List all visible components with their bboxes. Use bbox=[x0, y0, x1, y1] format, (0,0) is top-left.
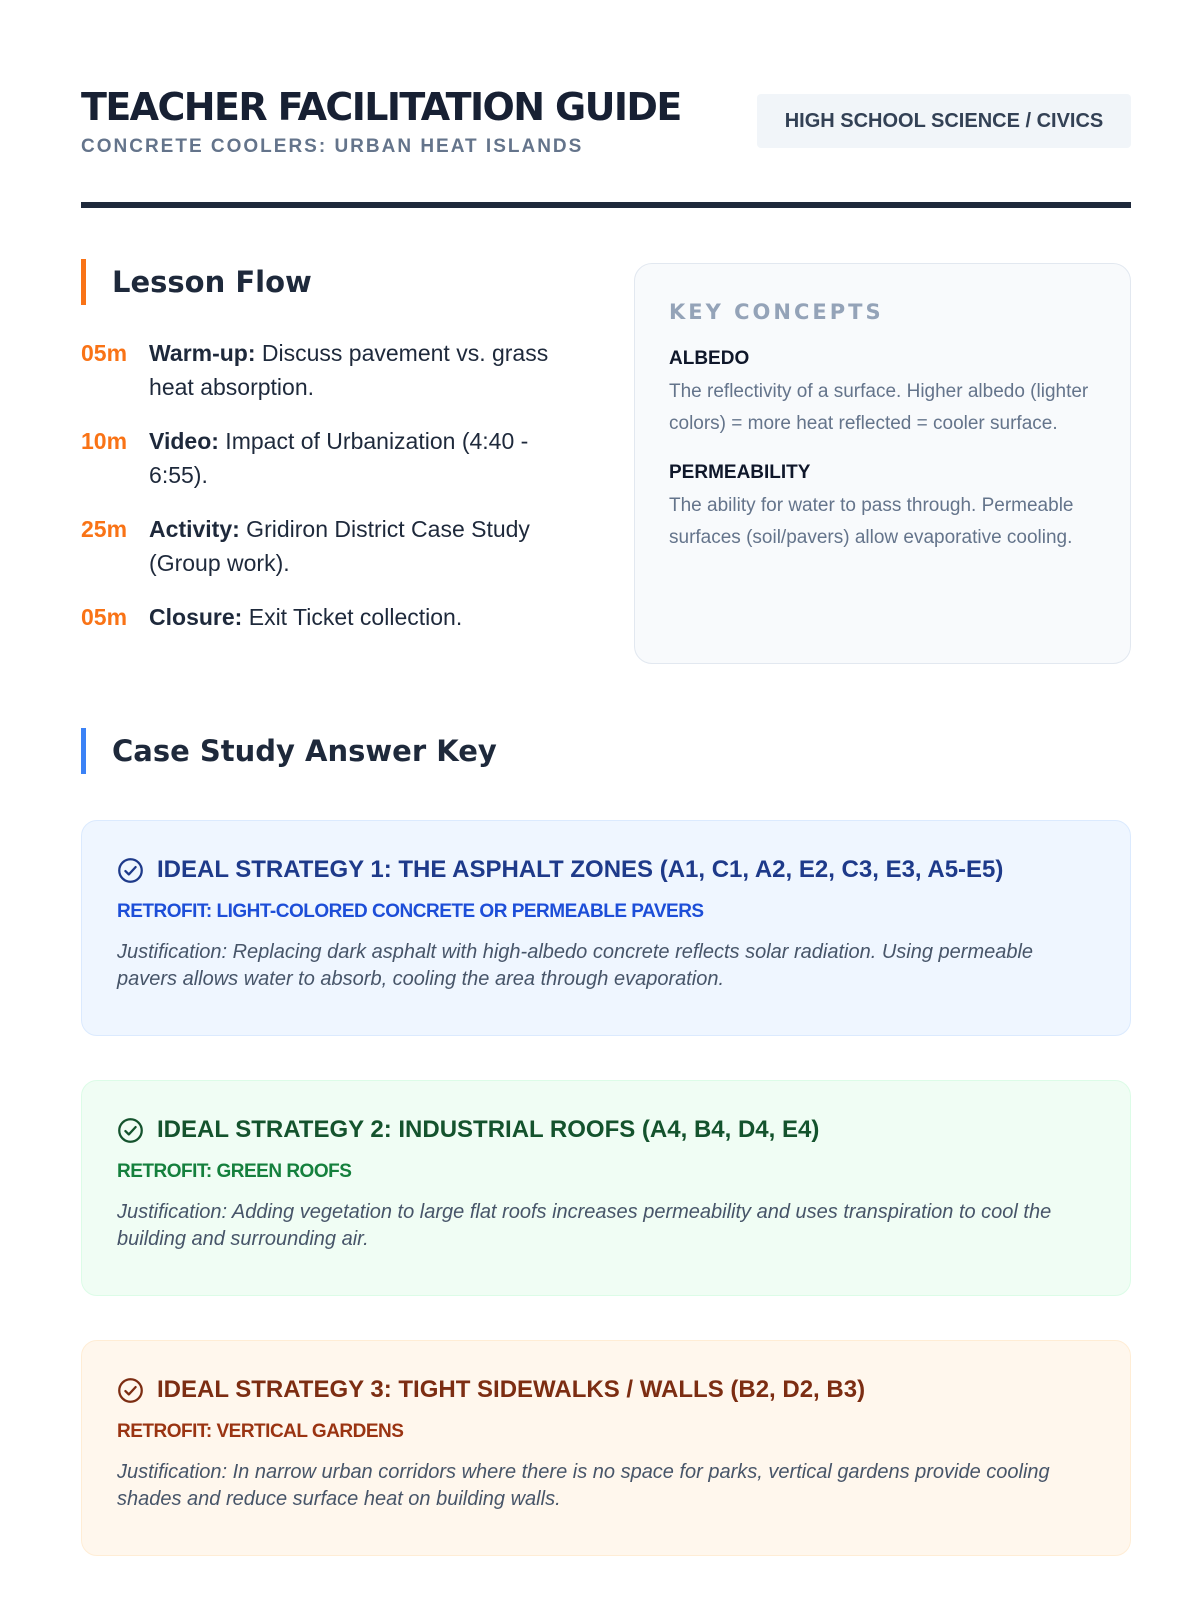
page-header bbox=[81, 86, 1131, 206]
list-item bbox=[81, 512, 581, 580]
strategy-title-row bbox=[117, 1371, 1095, 1409]
flow-label: Warm-up: bbox=[149, 340, 256, 366]
strategy-title: IDEAL STRATEGY 2: INDUSTRIAL ROOFS (A4, B4, D4, E4) bbox=[157, 1116, 820, 1143]
flow-text bbox=[149, 600, 462, 634]
flow-time: 05m bbox=[81, 604, 128, 630]
strategy-card-sidewalks bbox=[81, 1340, 1131, 1556]
flow-label: Video: bbox=[149, 428, 219, 454]
concept-definition-permeability: The ability for water to pass through. Permeable surfaces (soil/pavers) allow evaporative cooling. bbox=[669, 495, 1074, 548]
strategy-retrofit: RETROFIT: LIGHT-COLORED CONCRETE OR PERMEABLE PAVERS bbox=[117, 901, 704, 922]
key-concepts-title: KEY CONCEPTS bbox=[669, 300, 884, 324]
strategy-title-row bbox=[117, 851, 1095, 889]
flow-description: Exit Ticket collection. bbox=[242, 604, 463, 630]
flow-description: Discuss pavement vs. grass heat absorption. bbox=[149, 340, 549, 400]
check-circle-icon bbox=[117, 1117, 144, 1144]
strategy-title: IDEAL STRATEGY 3: TIGHT SIDEWALKS / WALLS (B2, D2, B3) bbox=[157, 1376, 866, 1403]
check-circle-icon bbox=[117, 857, 144, 884]
strategy-retrofit: RETROFIT: VERTICAL GARDENS bbox=[117, 1421, 404, 1442]
header-divider bbox=[81, 202, 1131, 208]
strategy-justification: Justification: Replacing dark asphalt with high-albedo concrete reflects solar radiation. Using permeable pavers allows water to absorb, cooling the area through evaporation. bbox=[117, 941, 1034, 990]
page-subtitle: CONCRETE COOLERS: URBAN HEAT ISLANDS bbox=[81, 136, 584, 157]
flow-text bbox=[149, 512, 581, 580]
flow-description: Gridiron District Case Study (Group work). bbox=[149, 516, 530, 576]
concept-term-albedo: ALBEDO bbox=[669, 348, 750, 369]
flow-label: Closure: bbox=[149, 604, 243, 630]
flow-time: 10m bbox=[81, 428, 128, 454]
page-title: TEACHER FACILITATION GUIDE bbox=[81, 85, 681, 129]
list-item bbox=[81, 600, 581, 634]
answer-key-heading: Case Study Answer Key bbox=[81, 728, 497, 774]
flow-time: 25m bbox=[81, 516, 128, 542]
grade-level-badge: HIGH SCHOOL SCIENCE / CIVICS bbox=[757, 94, 1131, 148]
flow-text bbox=[149, 424, 581, 492]
facilitation-guide-page bbox=[81, 0, 1131, 1600]
flow-time: 05m bbox=[81, 340, 128, 366]
concept-term-permeability: PERMEABILITY bbox=[669, 462, 811, 483]
list-item bbox=[81, 336, 581, 404]
key-concepts-panel bbox=[634, 263, 1131, 664]
list-item bbox=[81, 424, 581, 492]
flow-description: Impact of Urbanization (4:40 - 6:55). bbox=[149, 428, 529, 488]
lesson-flow-heading: Lesson Flow bbox=[81, 259, 312, 305]
concept-definition-albedo: The reflectivity of a surface. Higher albedo (lighter colors) = more heat reflected = cooler surface. bbox=[669, 381, 1089, 434]
strategy-title: IDEAL STRATEGY 1: THE ASPHALT ZONES (A1, C1, A2, E2, C3, E3, A5-E5) bbox=[157, 856, 1004, 883]
strategy-card-asphalt bbox=[81, 820, 1131, 1036]
strategy-retrofit: RETROFIT: GREEN ROOFS bbox=[117, 1161, 352, 1182]
strategy-justification: Justification: In narrow urban corridors where there is no space for parks, vertical gardens provide cooling shades and reduce surface heat on building walls. bbox=[117, 1461, 1050, 1510]
flow-label: Activity: bbox=[149, 516, 240, 542]
check-circle-icon bbox=[117, 1377, 144, 1404]
lesson-flow-list bbox=[81, 336, 581, 654]
strategy-title-row bbox=[117, 1111, 1095, 1149]
strategy-justification: Justification: Adding vegetation to large flat roofs increases permeability and uses transpiration to cool the building and surrounding air. bbox=[117, 1201, 1052, 1250]
flow-text bbox=[149, 336, 581, 404]
strategy-card-roofs bbox=[81, 1080, 1131, 1296]
